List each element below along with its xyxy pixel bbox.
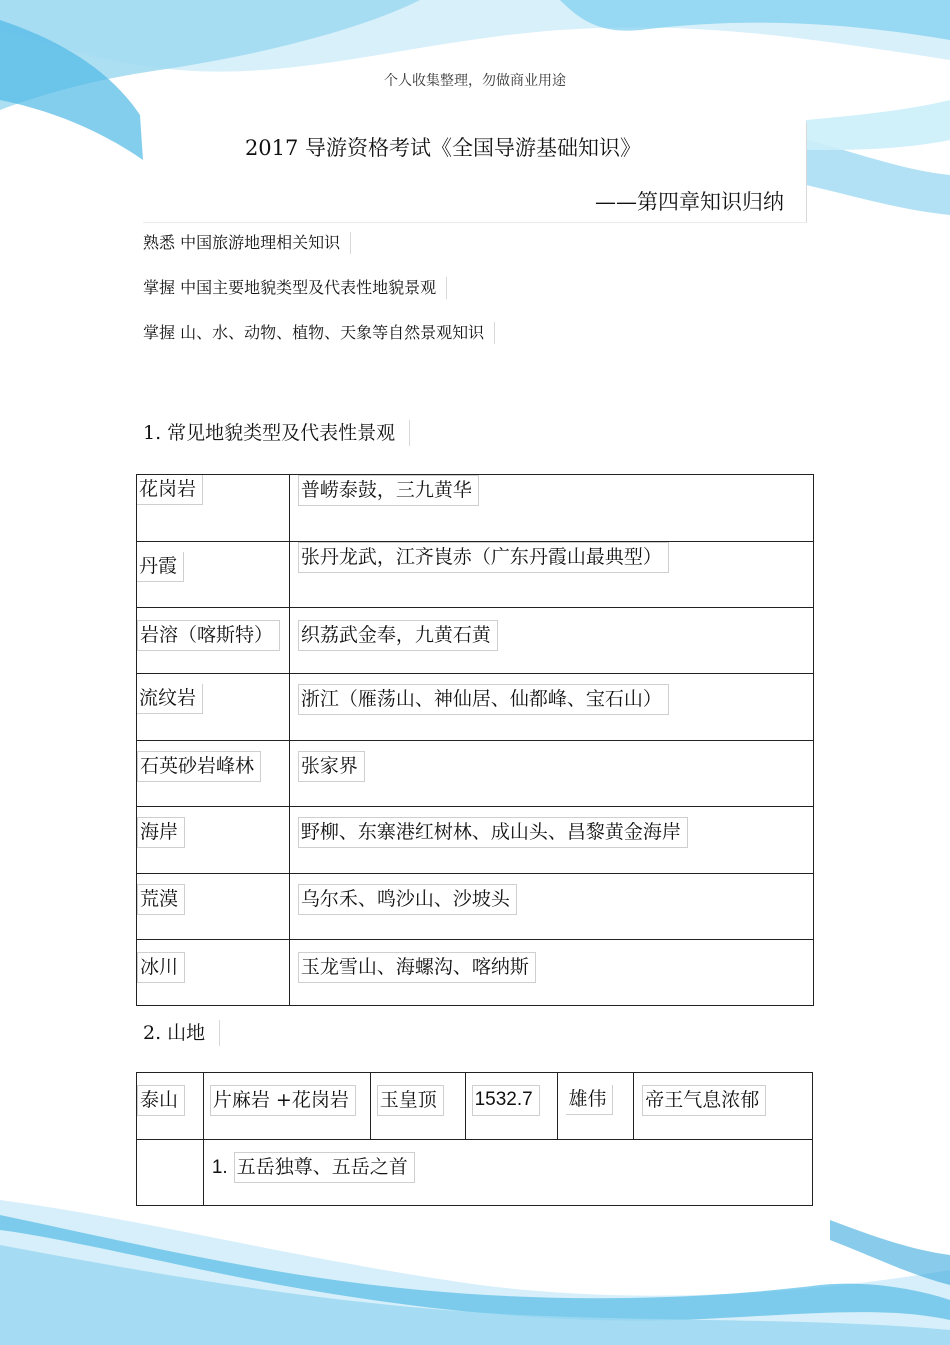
mountain-name: 泰山 xyxy=(137,1085,185,1116)
learning-goal-1: 熟悉 中国旅游地理相关知识 xyxy=(143,232,351,254)
document-subtitle: ——第四章知识归纳 xyxy=(595,190,784,214)
title-block xyxy=(143,122,807,223)
landform-examples: 野柳、东寨港红树林、成山头、昌黎黄金海岸 xyxy=(298,817,688,848)
document-title: 2017 导游资格考试《全国导游基础知识》 xyxy=(244,136,642,160)
landform-type: 岩溶（喀斯特） xyxy=(137,620,280,651)
mountain-table xyxy=(136,1072,813,1206)
table-row xyxy=(137,608,814,674)
landform-type: 荒漠 xyxy=(137,884,185,915)
landform-type: 冰川 xyxy=(137,952,185,983)
watermark-text: 个人收集整理，勿做商业用途 xyxy=(384,73,566,89)
table-row xyxy=(137,741,814,807)
landform-examples: 浙江（雁荡山、神仙居、仙都峰、宝石山） xyxy=(298,684,669,715)
landform-type: 海岸 xyxy=(137,817,185,848)
table-row xyxy=(137,1140,813,1206)
landform-type: 花岗岩 xyxy=(137,475,203,505)
note-text: 五岳独尊、五岳之首 xyxy=(234,1152,415,1183)
landform-type: 丹霞 xyxy=(137,552,184,582)
section-2-heading: 2. 山地 xyxy=(143,1020,220,1046)
table-row xyxy=(137,940,814,1006)
landform-examples: 乌尔禾、鸣沙山、沙坡头 xyxy=(298,884,517,915)
mountain-height: 1532.7 xyxy=(472,1085,540,1116)
table-row xyxy=(137,807,814,874)
table-row xyxy=(137,674,814,741)
landform-type: 流纹岩 xyxy=(137,684,203,714)
learning-goal-3: 掌握 山、水、动物、植物、天象等自然景观知识 xyxy=(143,322,495,344)
landform-examples: 普崂泰鼓，三九黄华 xyxy=(298,475,479,506)
table-row xyxy=(137,542,814,608)
landform-table xyxy=(136,474,814,1006)
note-number: 1. xyxy=(211,1157,228,1178)
mountain-rock: 片麻岩 +花岗岩 xyxy=(210,1085,356,1116)
section-1-heading: 1. 常见地貌类型及代表性景观 xyxy=(143,420,410,446)
landform-type: 石英砂岩峰林 xyxy=(137,751,261,782)
table-row xyxy=(137,1073,813,1140)
mountain-culture: 帝王气息浓郁 xyxy=(642,1085,766,1116)
landform-examples: 张家界 xyxy=(298,751,365,782)
landform-examples: 织荔武金奉，九黄石黄 xyxy=(298,620,498,651)
landform-examples: 玉龙雪山、海螺沟、喀纳斯 xyxy=(298,952,536,983)
table-row xyxy=(137,475,814,542)
mountain-peak: 玉皇顶 xyxy=(377,1085,444,1116)
landform-examples: 张丹龙武，江齐崀赤（广东丹霞山最典型） xyxy=(298,542,669,573)
empty-cell xyxy=(137,1140,204,1206)
mountain-feature: 雄伟 xyxy=(566,1085,613,1115)
learning-goal-2: 掌握 中国主要地貌类型及代表性地貌景观 xyxy=(143,277,447,299)
table-row xyxy=(137,874,814,940)
